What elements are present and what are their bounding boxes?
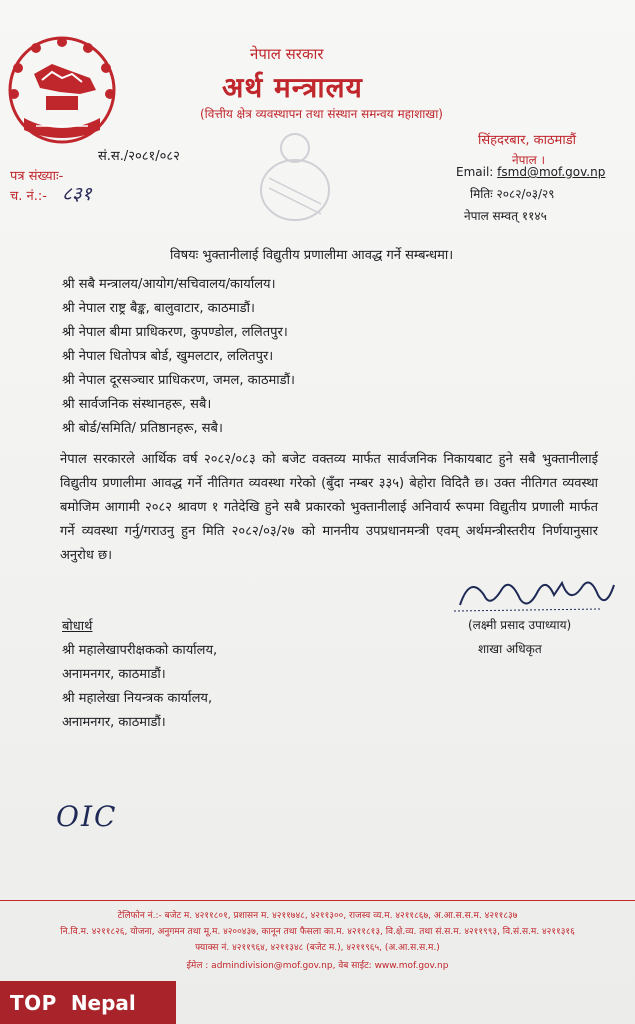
- watermark-nepal: Nepal: [70, 990, 136, 1015]
- recipient-line: श्री नेपाल बीमा प्राधिकरण, कुपण्डोल, ललितपुर।: [62, 325, 288, 340]
- recipient-line: श्री नेपाल राष्ट्र बैङ्क, बालुवाटार, काठमाडौं।: [62, 301, 255, 316]
- official-stamp-icon: [255, 118, 335, 228]
- cha-no-value: ८३१: [62, 183, 92, 205]
- signatory-role: शाखा अधिकृत: [478, 642, 542, 656]
- office-address: सिंहदरबार, काठमाडौं: [478, 133, 577, 148]
- recipient-line: श्री बोर्ड/समिति/ प्रतिष्ठानहरू, सबै।: [62, 421, 223, 436]
- division-name: (वित्तीय क्षेत्र व्यवस्थापन तथा संस्थान समन्वय महाशाखा): [200, 107, 443, 121]
- patra-sankhya-label: पत्र संख्याः-: [10, 169, 64, 184]
- footer-phone-line: टेलिफोन नं.:- बजेट म. ४२११८०१, प्रशासन म. ४२११७४८, ४२११३००, राजस्व व्य.म. ४२११८६७, अ.आ.स.स.म. ४२११८३७: [117, 911, 518, 921]
- cc-line: अनामनगर, काठमाडौं।: [62, 715, 166, 730]
- recipient-line: श्री नेपाल दूरसञ्चार प्राधिकरण, जमल, काठमाडौं।: [62, 373, 295, 388]
- signatory-name: (लक्ष्मी प्रसाद उपाध्याय): [468, 618, 572, 632]
- reference-number: सं.स./२०८१/०८२: [98, 149, 180, 164]
- watermark-top: TOP: [10, 990, 57, 1015]
- nepal-emblem-icon: [6, 34, 118, 146]
- office-country: नेपाल ।: [512, 153, 546, 167]
- email-link[interactable]: fsmd@mof.gov.np: [497, 165, 606, 179]
- email-label: Email:: [456, 165, 494, 179]
- letter-subject: विषयः भुक्तानीलाई विद्युतीय प्रणालीमा आवद्ध गर्ने सम्बन्धमा।: [170, 248, 454, 263]
- recipient-line: श्री सार्वजनिक संस्थानहरू, सबै।: [62, 397, 212, 412]
- cc-heading: बोधार्थ: [62, 619, 93, 634]
- letter-date: मितिः २०८२/०३/२९: [470, 187, 555, 201]
- cc-line: श्री महालेखा नियन्त्रक कार्यालय,: [62, 691, 213, 706]
- footer-phone-line: नि.वि.म. ४२११८२६, योजना, अनुगमन तथा मू.म. ४२००४३७, कानून तथा फैसला का.म. ४२११८१३, वि.क्षे.व्य. तथा सं.स.म. ४२११९९३, वि.सं.स.म. ४२११३१६: [60, 927, 575, 937]
- cha-no-label: च. नं.:-: [10, 189, 47, 204]
- footer-fax-line: फ्याक्स नं. ४२११९६४, ४२११३४८ (बजेट म.), ४२११९६५, (अ.आ.स.स.म.): [195, 943, 440, 953]
- ministry-name: अर्थ मन्त्रालय: [222, 71, 363, 104]
- email-line: [456, 165, 605, 179]
- footer-divider: [0, 900, 635, 901]
- nepal-samvat: नेपाल सम्वत् ११४५: [464, 209, 547, 223]
- recipient-line: श्री नेपाल धितोपत्र बोर्ड, खुमलटार, ललितपुर।: [62, 349, 274, 364]
- handwritten-note: OIC: [56, 800, 118, 833]
- cc-line: श्री महालेखापरीक्षकको कार्यालय,: [62, 643, 218, 658]
- topnepal-watermark-logo: [0, 981, 176, 1024]
- government-name: नेपाल सरकार: [250, 45, 324, 63]
- footer-contact-line: ईमेल : admindivision@mof.gov.np, वेब साईट: www.mof.gov.np: [186, 961, 449, 971]
- recipient-line: श्री सबै मन्त्रालय/आयोग/सचिवालय/कार्यालय।: [62, 277, 276, 292]
- cc-line: अनामनगर, काठमाडौं।: [62, 667, 166, 682]
- letter-body: नेपाल सरकारले आर्थिक वर्ष २०८२/०८३ को बजेट वक्तव्य मार्फत सार्वजनिक निकायबाट हुने सबै भुक्तानीलाई विद्युतीय प्रणालीमा आवद्ध गर्ने नीतिगत व्यवस्था गरेको (बुँदा नम्बर ३३५) बेहोरा विदितै छ। उक्त नीतिगत व्यवस्था बमोजिम आगामी २०८२ श्रावण १ गतेदेखि हुने सबै प्रकारको भुक्तानीलाई अनिवार्य रूपमा विद्युतीय प्रणाली मार्फत गर्ने व्यवस्था गर्नु/गराउनु हुन मिति २०८२/०३/२७ को माननीय उपप्रधानमन्त्री एवम् अर्थमन्त्रीस्तरीय निर्णयानुसार अनुरोध छ।: [60, 452, 598, 563]
